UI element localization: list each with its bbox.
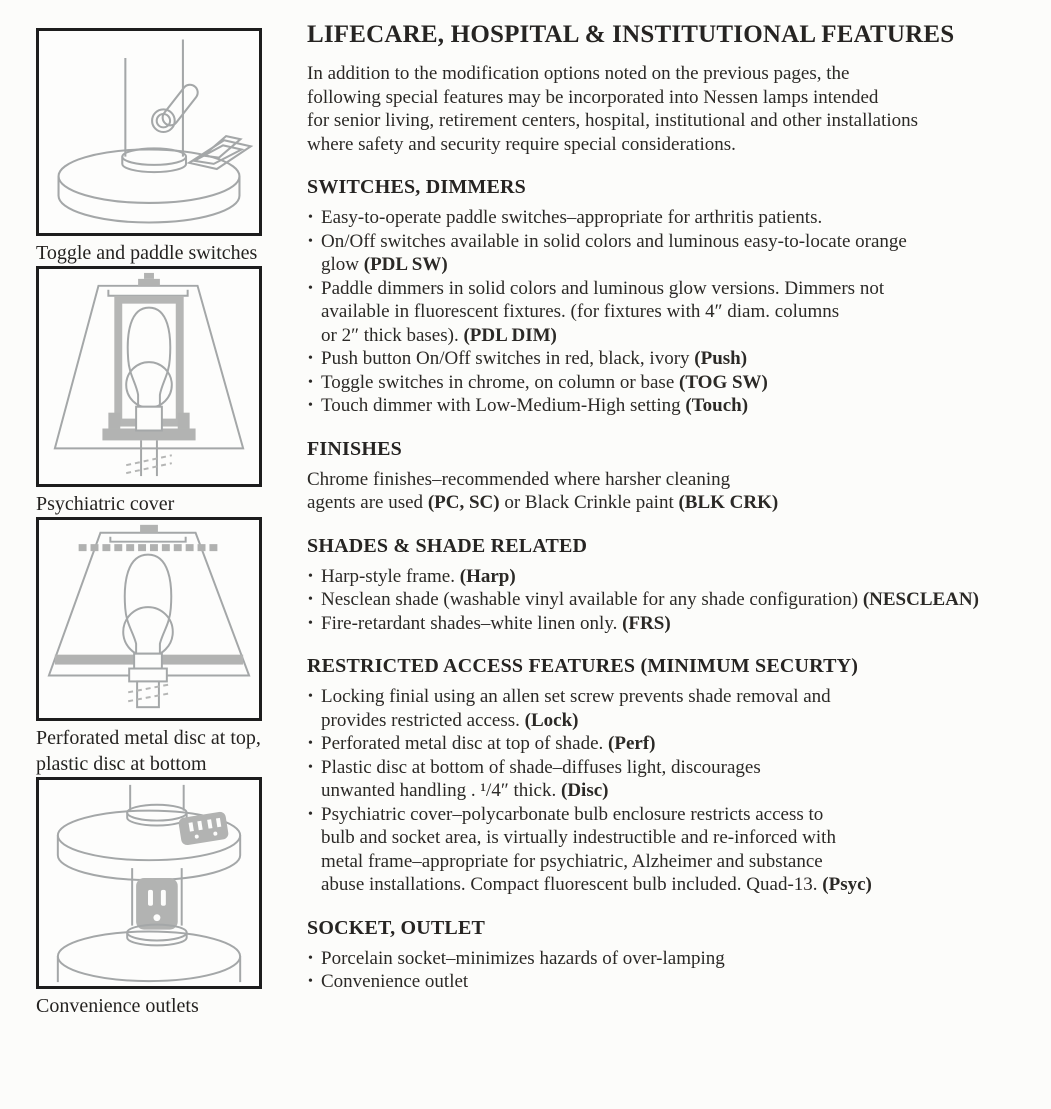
socket-outlet-list bbox=[307, 947, 1043, 994]
bullet-item: • On/Off switches available in solid colors and luminous easy-to-locate orange glow (PDL SW) bbox=[307, 230, 1043, 277]
bullet-item: • Plastic disc at bottom of shade–diffuses light, discourages unwanted handling . ¹/4″ thick. (Disc) bbox=[307, 756, 1043, 803]
bullet-item: • Paddle dimmers in solid colors and luminous glow versions. Dimmers not available in fluorescent fixtures. (for fixtures with 4″ diam. columns or 2″ thick bases). (PDL DIM) bbox=[307, 277, 1043, 348]
figure-toggle-paddle-switches bbox=[36, 28, 264, 266]
toggle-paddle-switches-illustration bbox=[36, 28, 262, 236]
shades-list bbox=[307, 565, 1043, 636]
section-restricted-access bbox=[307, 654, 1043, 897]
column-outlets-icon bbox=[39, 780, 259, 983]
section-heading: RESTRICTED ACCESS FEATURES (MINIMUM SECURTY) bbox=[307, 655, 859, 677]
shade-psychiatric-cover-icon bbox=[39, 269, 259, 481]
bullet-item: • Touch dimmer with Low-Medium-High setting (Touch) bbox=[307, 394, 1043, 418]
finishes-paragraph: Chrome finishes–recommended where harsher cleaning agents are used (PC, SC) or Black Crinkle paint (BLK CRK) bbox=[307, 468, 779, 513]
psychiatric-cover-illustration bbox=[36, 266, 262, 487]
bullet-item: • Harp-style frame. (Harp) bbox=[307, 565, 1043, 589]
bullet-item: • Push button On/Off switches in red, black, ivory (Push) bbox=[307, 347, 1043, 371]
section-switches-dimmers bbox=[307, 175, 1043, 418]
text-column bbox=[307, 20, 1043, 994]
section-heading: FINISHES bbox=[307, 437, 402, 460]
restricted-access-list bbox=[307, 685, 1043, 897]
page-title: LIFECARE, HOSPITAL & INSTITUTIONAL FEATURES bbox=[307, 21, 955, 48]
section-shades bbox=[307, 534, 1043, 636]
section-finishes bbox=[307, 437, 1043, 515]
bullet-item: • Perforated metal disc at top of shade. (Perf) bbox=[307, 732, 1043, 756]
bullet-item: • Easy-to-operate paddle switches–appropriate for arthritis patients. bbox=[307, 206, 1043, 230]
lamp-base-switches-icon bbox=[39, 31, 259, 233]
figure-column bbox=[36, 28, 264, 1019]
intro-paragraph: In addition to the modification options noted on the previous pages, the following special features may be incorporated into Nessen lamps intended for senior living, retirement centers, hospital, institutional and other installations where safety and security require special considerations. bbox=[307, 63, 919, 155]
perforated-disc-illustration bbox=[36, 517, 262, 721]
bullet-item: • Locking finial using an allen set screw prevents shade removal and provides restricted access. (Lock) bbox=[307, 685, 1043, 732]
figure-perforated-disc bbox=[36, 517, 264, 777]
bullet-item: • Porcelain socket–minimizes hazards of over-lamping bbox=[307, 947, 1043, 971]
convenience-outlets-illustration bbox=[36, 777, 262, 989]
figure-caption: Convenience outlets bbox=[36, 995, 199, 1017]
bullet-item: • Nesclean shade (washable vinyl available for any shade configuration) (NESCLEAN) bbox=[307, 588, 1043, 612]
bullet-item: • Psychiatric cover–polycarbonate bulb enclosure restricts access to bulb and socket area, is virtually indestructible and re-inforced with metal frame–appropriate for psychiatric, Alzheimer and substance abuse installations. Compact fluorescent bulb included. Quad-13. (Psyc) bbox=[307, 803, 1043, 897]
figure-caption: Toggle and paddle switches bbox=[36, 242, 258, 264]
figure-convenience-outlets bbox=[36, 777, 264, 1019]
figure-caption: Perforated metal disc at top, plastic disc at bottom bbox=[36, 727, 261, 775]
bullet-item: • Fire-retardant shades–white linen only. (FRS) bbox=[307, 612, 1043, 636]
bullet-item: • Toggle switches in chrome, on column or base (TOG SW) bbox=[307, 371, 1043, 395]
figure-psychiatric-cover bbox=[36, 266, 264, 517]
figure-caption: Psychiatric cover bbox=[36, 493, 175, 515]
switches-dimmers-list bbox=[307, 206, 1043, 418]
section-heading: SWITCHES, DIMMERS bbox=[307, 176, 526, 198]
bullet-item: • Convenience outlet bbox=[307, 970, 1043, 994]
shade-discs-icon bbox=[39, 520, 259, 715]
section-socket-outlet bbox=[307, 916, 1043, 994]
section-heading: SOCKET, OUTLET bbox=[307, 916, 486, 939]
section-heading: SHADES & SHADE RELATED bbox=[307, 534, 588, 557]
